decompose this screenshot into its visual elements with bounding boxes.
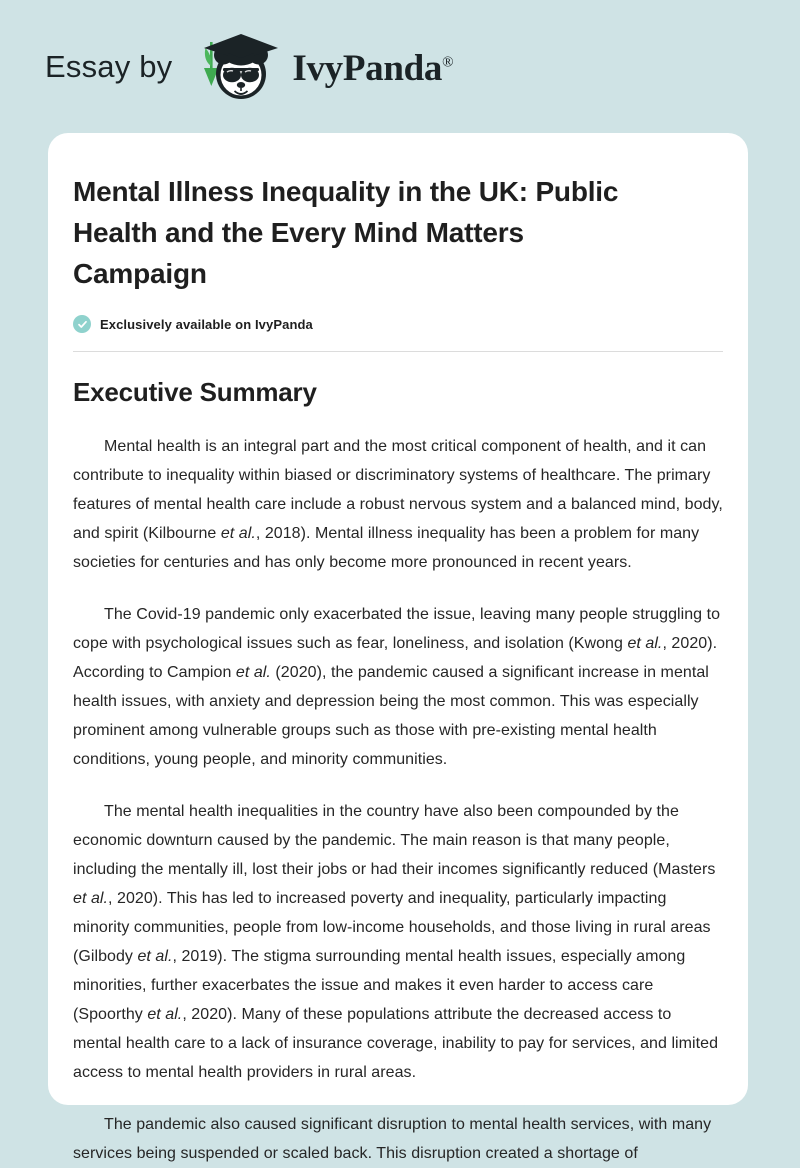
page-title: Mental Illness Inequality in the UK: Public Health and the Every Mind Matters Campaign bbox=[73, 176, 619, 289]
section-heading: Executive Summary bbox=[73, 377, 317, 407]
italic-citation: et al. bbox=[73, 890, 108, 907]
brand-name-text: IvyPanda bbox=[292, 48, 443, 89]
panda-graduate-icon bbox=[190, 30, 286, 104]
exclusivity-badge bbox=[73, 315, 723, 333]
italic-citation: et al. bbox=[137, 948, 173, 965]
italic-citation: et al. bbox=[220, 525, 256, 542]
body-paragraph: The Covid-19 pandemic only exacerbated the issue, leaving many people struggling to cope with psychological issues such as fear, loneliness, and isolation (Kwong et al., 2020). According to Campion et al. (2020), the pandemic caused a significant increase in mental health issues, with anxiety and depression being the most common. This was especially prominent among vulnerable groups such as those with pre-existing mental health conditions, young people, and minority communities. bbox=[73, 606, 721, 768]
body-paragraph: The mental health inequalities in the country have also been compounded by the economic downturn caused by the pandemic. The main reason is that many people, including the mentally ill, lost their jobs or had their incomes significantly reduced (Masters et al., 2020). This has led to increased poverty and inequality, particularly impacting minority communities, people from low-income households, and those living in rural areas (Gilbody et al., 2019). The stigma surrounding mental health issues, especially among minorities, further exacerbates the issue and makes it even harder to access care (Spoorthy et al., 2020). Many of these populations attribute the decreased access to mental health care to a lack of insurance coverage, inability to pay for services, and limited access to mental health providers in rural areas. bbox=[73, 803, 719, 1081]
document-card bbox=[48, 133, 748, 1162]
registered-mark: ® bbox=[442, 54, 454, 71]
italic-citation: et al. bbox=[235, 664, 271, 681]
header-divider bbox=[73, 351, 723, 352]
ivypanda-logo[interactable] bbox=[190, 30, 453, 104]
body-paragraph: The pandemic also caused significant disruption to mental health services, with many services being suspended or scaled back. This disruption created a shortage of bbox=[73, 1116, 712, 1162]
exclusivity-label: Exclusively available on IvyPanda bbox=[100, 316, 313, 332]
document-body bbox=[73, 432, 723, 1168]
check-circle-icon bbox=[73, 315, 91, 333]
italic-citation: et al. bbox=[147, 1006, 183, 1023]
body-paragraph: Mental health is an integral part and the most critical component of health, and it can contribute to inequality within biased or discriminatory systems of healthcare. The primary features of mental health care include a robust nervous system and a balanced mind, body, and spirit (Kilbourne et al., 2018). Mental illness inequality has been a problem for many societies for centuries and has only become more pronounced in recent years. bbox=[73, 438, 723, 571]
italic-citation: et al. bbox=[627, 635, 663, 652]
essay-by-label: Essay by bbox=[45, 49, 173, 84]
brand-header bbox=[0, 0, 800, 133]
ivypanda-wordmark bbox=[292, 50, 453, 87]
